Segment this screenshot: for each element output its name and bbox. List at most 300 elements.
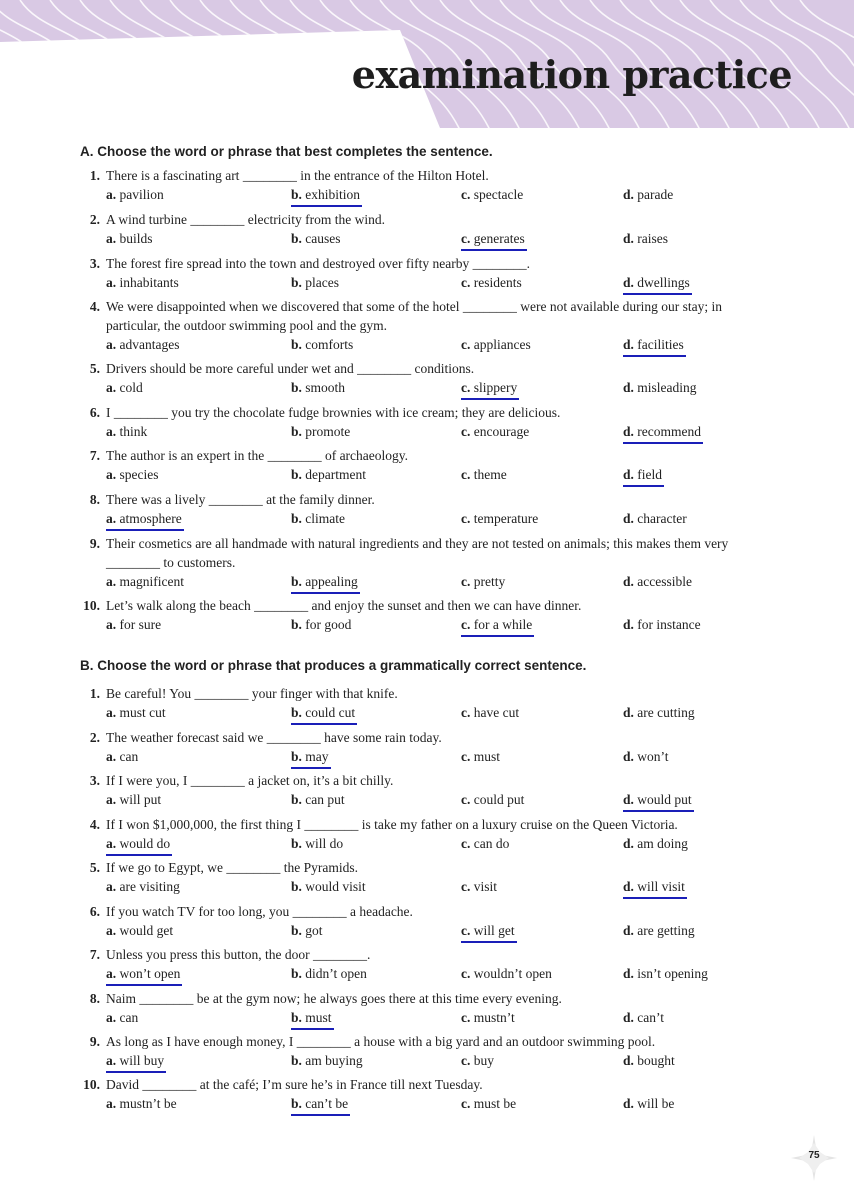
answer-option[interactable] [461, 834, 509, 853]
option-text: temperature [473, 511, 539, 526]
option-letter: a. [106, 617, 117, 632]
answer-option[interactable] [623, 615, 701, 634]
answer-option-selected[interactable] [291, 747, 331, 769]
answer-option[interactable] [291, 229, 341, 248]
question [78, 684, 778, 722]
answer-option[interactable] [461, 1094, 516, 1113]
option-letter: b. [291, 380, 302, 395]
option-text: could cut [305, 705, 356, 720]
question-stem: Naim ________ be at the gym now; he always goes there at this time every evening. [106, 991, 562, 1006]
answer-option-selected[interactable] [106, 964, 182, 986]
option-letter: b. [291, 574, 302, 589]
question-stem: The author is an expert in the ________ of archaeology. [106, 448, 409, 463]
answer-option[interactable] [461, 509, 538, 528]
answer-option[interactable] [106, 273, 179, 292]
answer-option[interactable] [291, 378, 345, 397]
option-text: accessible [637, 574, 692, 589]
answer-option[interactable] [461, 703, 519, 722]
option-letter: d. [623, 1010, 634, 1025]
option-letter: c. [461, 966, 471, 981]
question-stem: Be careful! You ________ your finger with that knife. [106, 686, 398, 701]
answer-option-selected[interactable] [461, 921, 517, 943]
answer-option[interactable] [623, 964, 708, 983]
option-text: must [305, 1010, 332, 1025]
answer-option[interactable] [106, 877, 180, 896]
question [78, 166, 778, 204]
answer-option-selected[interactable] [291, 572, 360, 594]
question-number: 8. [89, 492, 100, 507]
answer-option[interactable] [461, 465, 507, 484]
answer-option-selected[interactable] [291, 703, 357, 725]
option-text: smooth [305, 380, 346, 395]
answer-option[interactable] [291, 335, 353, 354]
option-letter: b. [291, 923, 302, 938]
option-letter: c. [461, 1096, 471, 1111]
option-text: for a while [473, 617, 533, 632]
option-text: will buy [119, 1053, 165, 1068]
answer-options [106, 964, 778, 983]
option-letter: b. [291, 231, 302, 246]
option-letter: b. [291, 879, 302, 894]
answer-option[interactable] [291, 921, 323, 940]
question-stem: We were disappointed when we discovered that some of the hotel ________ were not available during our stay; in particular, the outdoor swimming pool and the gym. [106, 299, 722, 333]
answer-option[interactable] [291, 1051, 363, 1070]
option-text: visit [473, 879, 498, 894]
option-text: have cut [473, 705, 520, 720]
answer-option-selected[interactable] [461, 378, 519, 400]
answer-option[interactable] [291, 615, 351, 634]
option-letter: b. [291, 424, 302, 439]
question-number: 1. [89, 168, 100, 183]
answer-option[interactable] [291, 877, 366, 896]
question-number: 7. [89, 448, 100, 463]
question-number: 2. [89, 212, 100, 227]
answer-option[interactable] [106, 185, 164, 204]
answer-option[interactable] [623, 1051, 675, 1070]
option-letter: d. [623, 879, 634, 894]
option-text: will visit [637, 879, 685, 894]
question-number: 4. [89, 817, 100, 832]
option-letter: d. [623, 275, 634, 290]
option-text: must be [473, 1096, 517, 1111]
answer-options [106, 465, 778, 484]
option-text: causes [305, 231, 341, 246]
option-text: generates [473, 231, 525, 246]
option-text: residents [473, 275, 522, 290]
answer-option-selected[interactable] [623, 465, 664, 487]
question-stem: Their cosmetics are all handmade with natural ingredients and they are not tested on animals; this makes them very ________ to customers. [106, 536, 729, 570]
option-letter: b. [291, 337, 302, 352]
option-letter: a. [106, 380, 117, 395]
question-number: 3. [89, 773, 100, 788]
question-number: 4. [89, 299, 100, 314]
option-letter: a. [106, 1053, 117, 1068]
answer-option[interactable] [291, 465, 366, 484]
answer-options [106, 509, 778, 528]
option-text: can put [305, 792, 345, 807]
option-text: pretty [473, 574, 506, 589]
answer-option[interactable] [461, 185, 523, 204]
answer-option-selected[interactable] [461, 229, 527, 251]
answer-option[interactable] [461, 422, 529, 441]
question [78, 297, 778, 354]
option-text: will put [119, 792, 162, 807]
option-text: bought [637, 1053, 675, 1068]
option-text: am doing [637, 836, 688, 851]
question [78, 254, 778, 292]
option-text: would put [637, 792, 692, 807]
option-text: parade [637, 187, 674, 202]
answer-option[interactable] [623, 229, 668, 248]
question-stem: Unless you press this button, the door ________. [106, 947, 371, 962]
answer-option[interactable] [623, 703, 695, 722]
option-text: comforts [305, 337, 354, 352]
answer-option[interactable] [461, 335, 531, 354]
option-text: must cut [119, 705, 166, 720]
option-letter: c. [461, 511, 471, 526]
option-letter: c. [461, 923, 471, 938]
option-text: will do [305, 836, 344, 851]
option-text: misleading [637, 380, 697, 395]
answer-options [106, 1051, 778, 1070]
answer-option[interactable] [461, 273, 522, 292]
option-letter: c. [461, 1053, 471, 1068]
option-letter: c. [461, 879, 471, 894]
option-letter: b. [291, 617, 302, 632]
answer-option-selected[interactable] [623, 335, 686, 357]
option-letter: a. [106, 1096, 117, 1111]
option-letter: b. [291, 275, 302, 290]
option-text: isn’t opening [637, 966, 708, 981]
question-number: 7. [89, 947, 100, 962]
question-number: 6. [89, 904, 100, 919]
question-stem: If we go to Egypt, we ________ the Pyramids. [106, 860, 358, 875]
answer-option[interactable] [106, 229, 153, 248]
option-text: can’t be [305, 1096, 349, 1111]
answer-option[interactable] [461, 1051, 494, 1070]
answer-option[interactable] [623, 834, 688, 853]
answer-option[interactable] [106, 1008, 138, 1027]
option-letter: d. [623, 966, 634, 981]
option-letter: d. [623, 749, 634, 764]
answer-option-selected[interactable] [291, 185, 362, 207]
answer-option[interactable] [106, 747, 138, 766]
option-letter: d. [623, 424, 634, 439]
option-letter: d. [623, 187, 634, 202]
option-text: for good [305, 617, 352, 632]
answer-option[interactable] [291, 964, 367, 983]
answer-option-selected[interactable] [291, 1008, 334, 1030]
option-letter: c. [461, 424, 471, 439]
question-stem: Let’s walk along the beach ________ and enjoy the sunset and then we can have dinner. [106, 598, 582, 613]
answer-option[interactable] [623, 185, 673, 204]
option-letter: c. [461, 467, 471, 482]
option-letter: a. [106, 231, 117, 246]
option-text: climate [305, 511, 345, 526]
option-text: am buying [305, 1053, 363, 1068]
answer-options [106, 572, 778, 591]
answer-option[interactable] [623, 509, 687, 528]
option-text: will get [473, 923, 515, 938]
option-text: would visit [305, 879, 366, 894]
answer-option[interactable] [106, 335, 179, 354]
answer-option-selected[interactable] [106, 509, 184, 531]
answer-option[interactable] [106, 1094, 177, 1113]
answer-option[interactable] [291, 509, 345, 528]
option-text: didn’t open [305, 966, 367, 981]
option-letter: a. [106, 187, 117, 202]
question-stem: A wind turbine ________ electricity from the wind. [106, 212, 385, 227]
question-stem: I ________ you try the chocolate fudge brownies with ice cream; they are delicious. [106, 405, 561, 420]
option-text: will be [637, 1096, 675, 1111]
question [78, 534, 778, 591]
option-letter: c. [461, 617, 471, 632]
option-letter: d. [623, 923, 634, 938]
option-letter: b. [291, 1096, 302, 1111]
answer-option[interactable] [461, 747, 500, 766]
option-text: won’t [637, 749, 669, 764]
answer-option[interactable] [106, 615, 161, 634]
option-letter: a. [106, 879, 117, 894]
option-letter: d. [623, 380, 634, 395]
option-text: inhabitants [119, 275, 179, 290]
question-number: 10. [83, 598, 100, 613]
question [78, 815, 778, 853]
option-letter: b. [291, 467, 302, 482]
option-letter: d. [623, 617, 634, 632]
answer-option-selected[interactable] [623, 877, 687, 899]
answer-option[interactable] [291, 422, 350, 441]
option-letter: a. [106, 337, 117, 352]
option-letter: c. [461, 1010, 471, 1025]
answer-option[interactable] [623, 747, 669, 766]
answer-option-selected[interactable] [106, 834, 172, 856]
answer-option-selected[interactable] [106, 1051, 166, 1073]
question [78, 728, 778, 766]
answer-option[interactable] [291, 273, 339, 292]
answer-options [106, 834, 778, 853]
answer-options [106, 1008, 778, 1027]
answer-options [106, 921, 778, 940]
question-stem: If you watch TV for too long, you ________ a headache. [106, 904, 413, 919]
option-letter: a. [106, 1010, 117, 1025]
question-stem: David ________ at the café; I’m sure he’s in France till next Tuesday. [106, 1077, 483, 1092]
option-text: won’t open [119, 966, 181, 981]
option-text: exhibition [305, 187, 361, 202]
option-letter: d. [623, 231, 634, 246]
question-stem: There is a fascinating art ________ in the entrance of the Hilton Hotel. [106, 168, 489, 183]
question-stem: Drivers should be more careful under wet and ________ conditions. [106, 361, 475, 376]
option-text: would get [119, 923, 174, 938]
option-text: would do [119, 836, 171, 851]
answer-option[interactable] [106, 422, 147, 441]
answer-option[interactable] [106, 703, 166, 722]
option-text: can [119, 749, 139, 764]
answer-option[interactable] [106, 790, 161, 809]
option-letter: b. [291, 511, 302, 526]
option-text: magnificent [119, 574, 184, 589]
question-stem: As long as I have enough money, I ________ a house with a big yard and an outdoor swimming pool. [106, 1034, 656, 1049]
answer-options [106, 703, 778, 722]
page-title: examination practice [351, 52, 792, 97]
question [78, 210, 778, 248]
question [78, 403, 778, 441]
option-letter: c. [461, 792, 471, 807]
answer-option[interactable] [461, 877, 497, 896]
question-stem: The forest fire spread into the town and destroyed over fifty nearby ________. [106, 256, 530, 271]
answer-option[interactable] [623, 1094, 674, 1113]
option-letter: d. [623, 467, 634, 482]
question-number: 1. [89, 686, 100, 701]
option-text: character [637, 511, 687, 526]
option-letter: b. [291, 187, 302, 202]
answer-option[interactable] [291, 834, 343, 853]
option-text: appliances [473, 337, 531, 352]
answer-option[interactable] [623, 572, 692, 591]
option-letter: d. [623, 337, 634, 352]
option-text: raises [637, 231, 669, 246]
answer-option[interactable] [106, 921, 173, 940]
answer-option-selected[interactable] [623, 273, 692, 295]
option-text: are cutting [637, 705, 695, 720]
option-letter: d. [623, 574, 634, 589]
question-number: 2. [89, 730, 100, 745]
option-text: recommend [637, 424, 701, 439]
option-letter: c. [461, 836, 471, 851]
option-letter: a. [106, 792, 117, 807]
question-number: 8. [89, 991, 100, 1006]
option-text: pavilion [119, 187, 164, 202]
option-text: encourage [473, 424, 530, 439]
answer-option[interactable] [623, 921, 695, 940]
option-text: can [119, 1010, 139, 1025]
answer-options [106, 1094, 778, 1113]
question-number: 5. [89, 860, 100, 875]
answer-options [106, 877, 778, 896]
answer-options [106, 747, 778, 766]
option-letter: a. [106, 574, 117, 589]
option-letter: c. [461, 187, 471, 202]
option-text: are getting [637, 923, 695, 938]
question [78, 1032, 778, 1070]
option-text: department [305, 467, 366, 482]
option-text: can’t [637, 1010, 665, 1025]
option-text: must [473, 749, 501, 764]
option-text: appealing [305, 574, 358, 589]
option-letter: a. [106, 836, 117, 851]
option-text: spectacle [473, 187, 524, 202]
option-letter: b. [291, 966, 302, 981]
option-letter: c. [461, 749, 471, 764]
option-text: builds [119, 231, 153, 246]
option-letter: a. [106, 923, 117, 938]
answer-options [106, 273, 778, 292]
answer-options [106, 790, 778, 809]
option-text: promote [305, 424, 351, 439]
question [78, 945, 778, 983]
answer-option[interactable] [106, 572, 184, 591]
question-number: 6. [89, 405, 100, 420]
option-letter: b. [291, 705, 302, 720]
answer-option-selected[interactable] [291, 1094, 350, 1116]
question-stem: If I were you, I ________ a jacket on, it’s a bit chilly. [106, 773, 394, 788]
question [78, 359, 778, 397]
answer-option-selected[interactable] [623, 790, 694, 812]
question-number: 3. [89, 256, 100, 271]
section-b-heading: B. Choose the word or phrase that produces a grammatically correct sentence. [80, 658, 587, 673]
question [78, 989, 778, 1027]
option-text: for sure [119, 617, 162, 632]
option-text: atmosphere [119, 511, 182, 526]
option-text: mustn’t be [119, 1096, 177, 1111]
question [78, 596, 778, 634]
question [78, 490, 778, 528]
question-number: 10. [83, 1077, 100, 1092]
answer-options [106, 615, 778, 634]
option-letter: c. [461, 705, 471, 720]
option-letter: a. [106, 749, 117, 764]
option-text: advantages [119, 337, 180, 352]
answer-option[interactable] [623, 1008, 664, 1027]
answer-options [106, 422, 778, 441]
option-text: dwellings [637, 275, 690, 290]
question [78, 1075, 778, 1113]
option-letter: c. [461, 275, 471, 290]
question-stem: If I won $1,000,000, the first thing I ________ is take my father on a luxury cruise on the Queen Victoria. [106, 817, 678, 832]
question [78, 858, 778, 896]
option-letter: d. [623, 1053, 634, 1068]
answer-option[interactable] [106, 378, 143, 397]
answer-option[interactable] [106, 465, 158, 484]
option-letter: c. [461, 231, 471, 246]
option-letter: d. [623, 1096, 634, 1111]
answer-options [106, 378, 778, 397]
option-text: think [119, 424, 148, 439]
option-text: wouldn’t open [473, 966, 552, 981]
question-stem: The weather forecast said we ________ have some rain today. [106, 730, 442, 745]
option-text: places [305, 275, 339, 290]
question-number: 9. [89, 536, 100, 551]
answer-option[interactable] [461, 964, 552, 983]
option-letter: c. [461, 337, 471, 352]
section-a-heading: A. Choose the word or phrase that best completes the sentence. [80, 144, 493, 159]
answer-option[interactable] [623, 378, 697, 397]
answer-option-selected[interactable] [461, 615, 534, 637]
answer-option-selected[interactable] [623, 422, 703, 444]
option-letter: b. [291, 836, 302, 851]
option-letter: c. [461, 574, 471, 589]
answer-option[interactable] [461, 790, 524, 809]
page-number: 75 [808, 1150, 820, 1161]
option-letter: a. [106, 467, 117, 482]
option-text: got [305, 923, 323, 938]
question [78, 902, 778, 940]
option-text: facilities [637, 337, 684, 352]
option-text: theme [473, 467, 507, 482]
option-letter: a. [106, 966, 117, 981]
answer-option[interactable] [291, 790, 345, 809]
answer-option[interactable] [461, 1008, 515, 1027]
option-letter: a. [106, 424, 117, 439]
option-text: can do [473, 836, 510, 851]
option-letter: b. [291, 792, 302, 807]
answer-option[interactable] [461, 572, 505, 591]
option-letter: b. [291, 1053, 302, 1068]
option-text: species [119, 467, 159, 482]
question-number: 5. [89, 361, 100, 376]
option-text: buy [473, 1053, 494, 1068]
answer-options [106, 335, 778, 354]
